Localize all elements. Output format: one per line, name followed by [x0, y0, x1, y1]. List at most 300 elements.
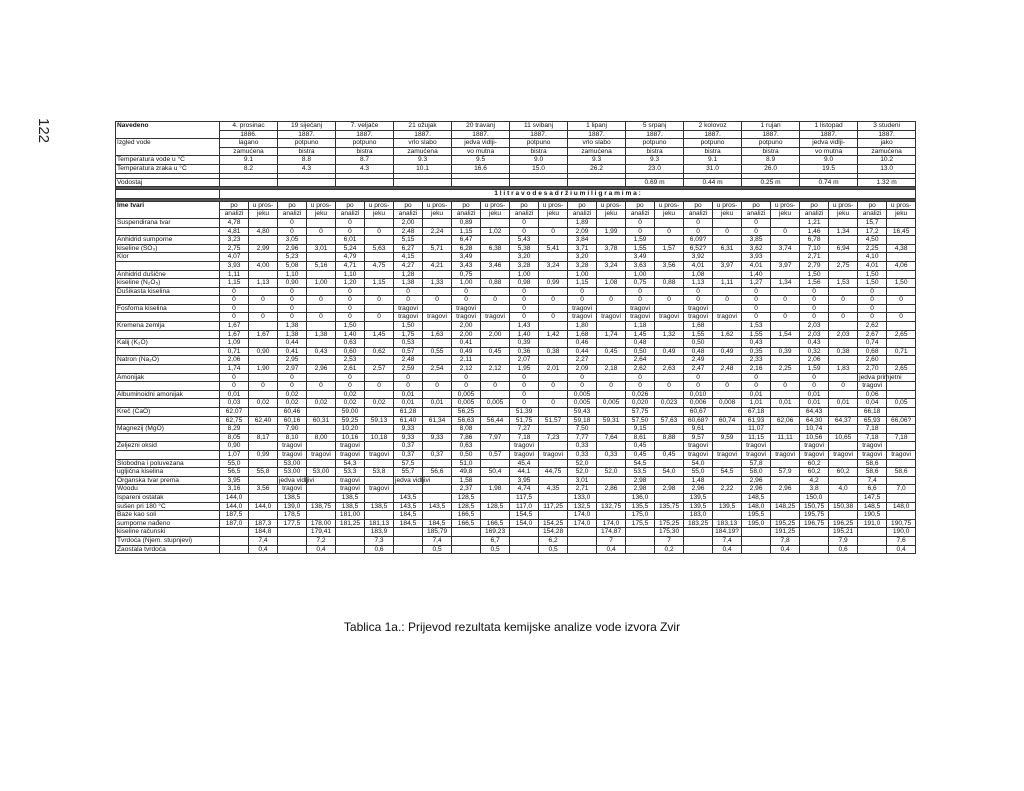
value-cell — [713, 425, 742, 434]
value-cell: 2,98 — [655, 485, 684, 494]
appearance-cell: jedva vidlji- — [800, 139, 858, 148]
value-cell — [887, 408, 916, 417]
value-cell: 0 — [278, 227, 307, 236]
substance-row — [116, 408, 916, 417]
sub-header-upros: u pros- — [655, 201, 684, 210]
sub-header-upros: u pros- — [713, 201, 742, 210]
value-cell: 7,18 — [858, 433, 887, 442]
value-cell: 0,39 — [771, 347, 800, 356]
value-cell: 53,3 — [336, 468, 365, 477]
value-cell: 54,0 — [684, 459, 713, 468]
water-temp-row-cell: 9.3 — [626, 156, 684, 165]
value-cell: 0,90 — [249, 347, 278, 356]
value-cell: 4,74 — [510, 485, 539, 494]
value-cell — [713, 390, 742, 399]
value-cell — [539, 253, 568, 262]
substance-row — [116, 347, 916, 356]
substance-row — [116, 390, 916, 399]
value-cell: 2,47 — [684, 365, 713, 374]
value-cell: 2,24 — [423, 227, 452, 236]
substance-row — [116, 287, 916, 296]
value-cell: 128,5 — [452, 493, 481, 502]
value-cell: 11,11 — [771, 433, 800, 442]
value-cell: 195,5 — [742, 511, 771, 520]
value-cell: 0,49 — [452, 347, 481, 356]
value-cell: 0 — [307, 382, 336, 391]
header-dates-cell: 21 ožujak — [394, 122, 452, 131]
substance-label — [116, 227, 220, 236]
value-cell — [771, 356, 800, 365]
value-cell — [713, 287, 742, 296]
value-cell — [655, 270, 684, 279]
water-temp-row-cell: 9.0 — [800, 156, 858, 165]
value-cell: 8,08 — [452, 425, 481, 434]
value-cell: 187,5 — [220, 511, 249, 520]
appearance-cell: jedva vidlji- — [452, 139, 510, 148]
value-cell — [481, 493, 510, 502]
value-cell: 1,59 — [800, 365, 829, 374]
value-cell: 138,5 — [336, 502, 365, 511]
value-cell — [307, 459, 336, 468]
value-cell: 147,5 — [858, 493, 887, 502]
value-cell: 0,01 — [771, 399, 800, 408]
substance-row — [116, 313, 916, 322]
value-cell — [829, 236, 858, 245]
value-cell — [365, 322, 394, 331]
value-cell: 128,5 — [481, 502, 510, 511]
value-cell: 166,5 — [452, 511, 481, 520]
sub-header-po: po — [336, 201, 365, 210]
value-cell: 4,80 — [249, 227, 278, 236]
value-cell: 2,60 — [858, 356, 887, 365]
value-cell: 0 — [568, 373, 597, 382]
value-cell — [829, 304, 858, 313]
value-cell: 1,09 — [220, 339, 249, 348]
value-cell: 5,41 — [539, 244, 568, 253]
value-cell: 0,99 — [539, 279, 568, 288]
value-cell: 0 — [800, 287, 829, 296]
value-cell: 56,6 — [423, 468, 452, 477]
value-cell: 0 — [278, 304, 307, 313]
value-cell: 0,02 — [278, 390, 307, 399]
value-cell — [423, 373, 452, 382]
value-cell: 10,16 — [336, 433, 365, 442]
value-cell — [423, 287, 452, 296]
water-level-row-cell: 0.74 m — [800, 178, 858, 187]
value-cell: 53,5 — [626, 468, 655, 477]
value-cell — [713, 511, 742, 520]
value-cell: 4,81 — [220, 227, 249, 236]
value-cell: 4,78 — [220, 218, 249, 227]
value-cell — [423, 304, 452, 313]
value-cell: 7,77 — [568, 433, 597, 442]
air-temp-row-cell: 4.3 — [336, 164, 394, 173]
value-cell: 1,01 — [742, 399, 771, 408]
value-cell: jedva primjetni — [859, 373, 902, 381]
value-cell: 44,75 — [539, 468, 568, 477]
substance-row — [116, 399, 916, 408]
value-cell: 1,50 — [887, 279, 916, 288]
header-dates-cell: 1887. — [452, 130, 510, 139]
value-cell: 7,3 — [365, 536, 394, 545]
value-cell: 45,4 — [510, 459, 539, 468]
value-cell: 1,59 — [626, 236, 655, 245]
value-cell: 1,33 — [423, 279, 452, 288]
value-cell: 4,35 — [539, 485, 568, 494]
value-cell: 133,0 — [568, 493, 597, 502]
value-cell — [568, 536, 597, 545]
value-cell — [249, 322, 278, 331]
value-cell: tragovi — [626, 313, 655, 322]
value-cell — [626, 545, 655, 554]
value-cell: 4,2 — [800, 476, 829, 485]
value-cell: 0 — [655, 227, 684, 236]
value-cell — [829, 408, 858, 417]
value-cell: 0,008 — [713, 399, 742, 408]
value-cell: 3,92 — [684, 253, 713, 262]
value-cell — [249, 476, 278, 485]
value-cell: 1,46 — [800, 227, 829, 236]
value-cell — [684, 528, 713, 537]
value-cell: 0 — [858, 313, 887, 322]
value-cell: 7,4 — [249, 536, 278, 545]
value-cell: 1,00 — [510, 270, 539, 279]
value-cell: 0 — [771, 313, 800, 322]
value-cell: 1,74 — [220, 365, 249, 374]
value-cell: 0,33 — [597, 450, 626, 459]
value-cell: 55,8 — [249, 468, 278, 477]
value-cell — [829, 339, 858, 348]
value-cell: 0,01 — [800, 390, 829, 399]
value-cell: 0 — [365, 227, 394, 236]
substance-label: Natron (Na₂O) — [116, 356, 220, 365]
substance-label: Slobodna i poluvezana — [116, 459, 220, 468]
value-cell: 0,50 — [684, 339, 713, 348]
value-cell — [481, 322, 510, 331]
value-cell: 0 — [278, 382, 307, 391]
value-cell: 10,74 — [800, 425, 829, 434]
substance-row — [116, 433, 916, 442]
value-cell: 0 — [858, 296, 887, 305]
substance-row — [116, 356, 916, 365]
value-cell: 7,4 — [858, 476, 887, 485]
value-cell: 1,67 — [249, 330, 278, 339]
value-cell: 0 — [539, 399, 568, 408]
value-cell: 62,06 — [771, 416, 800, 425]
substance-label: kiseline (SO₃) — [116, 244, 220, 253]
value-cell: tragovi — [452, 304, 481, 313]
value-cell — [278, 545, 307, 554]
value-cell: 56,63 — [452, 416, 481, 425]
value-cell: 3,46 — [481, 261, 510, 270]
value-cell: 4,15 — [394, 253, 423, 262]
water-level-row-cell: 1.32 m — [858, 178, 916, 187]
value-cell: 150,0 — [800, 493, 829, 502]
value-cell: 2,98 — [626, 485, 655, 494]
value-cell: tragovi — [278, 450, 307, 459]
value-cell: 1,00 — [307, 279, 336, 288]
value-cell: 0,53 — [394, 339, 423, 348]
value-cell: tragovi — [713, 450, 742, 459]
value-cell — [800, 536, 829, 545]
value-cell: 138,75 — [307, 502, 336, 511]
value-cell: 143,5 — [394, 502, 423, 511]
value-cell: 2,48 — [713, 365, 742, 374]
value-cell — [365, 304, 394, 313]
sub-header-jeku: jeku — [423, 210, 452, 219]
value-cell — [829, 511, 858, 520]
value-cell: tragovi — [568, 304, 597, 313]
residual-hardness-row — [116, 545, 916, 554]
sub-header-analizi: analizi — [452, 210, 481, 219]
value-cell: 1,10 — [336, 270, 365, 279]
substance-label — [116, 365, 220, 374]
value-cell: 6,01 — [336, 236, 365, 245]
value-cell — [394, 528, 423, 537]
value-cell: 2,75 — [829, 261, 858, 270]
value-cell — [365, 270, 394, 279]
value-cell — [249, 270, 278, 279]
section-title-empty — [116, 190, 220, 199]
value-cell — [858, 545, 887, 554]
value-cell: 55,7 — [394, 468, 423, 477]
value-cell: tragovi — [800, 450, 829, 459]
value-cell: 178,00 — [307, 519, 336, 528]
value-cell: 58,6 — [858, 459, 887, 468]
value-cell: 60,2 — [800, 459, 829, 468]
value-cell — [887, 442, 916, 451]
value-cell: 3,49 — [626, 253, 655, 262]
value-cell: 0,88 — [481, 279, 510, 288]
value-cell: 9,15 — [626, 425, 655, 434]
value-cell — [597, 304, 626, 313]
value-cell: 0 — [539, 382, 568, 391]
value-cell — [307, 373, 336, 382]
value-cell — [452, 545, 481, 554]
value-cell: 0,32 — [800, 347, 829, 356]
sub-header-po: po — [278, 201, 307, 210]
value-cell: 4,10 — [858, 253, 887, 262]
value-cell: 0 — [510, 390, 539, 399]
value-cell: 0 — [887, 296, 916, 305]
appearance-cell: zamućena — [394, 147, 452, 156]
value-cell: 60,46 — [278, 408, 307, 417]
water-temp-row-cell: 8.9 — [742, 156, 800, 165]
value-cell: 2,54 — [423, 365, 452, 374]
value-cell: 3,63 — [626, 261, 655, 270]
value-cell: 174,0 — [568, 511, 597, 520]
substance-label — [116, 330, 220, 339]
value-cell: 0 — [800, 304, 829, 313]
value-cell: 1,10 — [278, 270, 307, 279]
value-cell: 5,08 — [278, 261, 307, 270]
value-cell — [365, 356, 394, 365]
value-cell: 135,75 — [655, 502, 684, 511]
value-cell: 2,22 — [713, 485, 742, 494]
value-cell: 0,5 — [481, 545, 510, 554]
value-cell: 0,4 — [249, 545, 278, 554]
value-cell — [713, 322, 742, 331]
substances-header — [116, 201, 916, 210]
header-dates — [116, 122, 916, 131]
value-cell — [423, 270, 452, 279]
value-cell — [423, 236, 452, 245]
value-cell — [713, 218, 742, 227]
value-cell: 174,0 — [568, 519, 597, 528]
value-cell: 1,15 — [452, 227, 481, 236]
value-cell: 5,63 — [365, 244, 394, 253]
appearance-cell: potpuno — [336, 139, 394, 148]
appearance — [116, 139, 916, 148]
sub-header-analizi: analizi — [220, 210, 249, 219]
value-cell: 0,5 — [539, 545, 568, 554]
value-cell: 0,005 — [568, 399, 597, 408]
value-cell: 51,0 — [452, 459, 481, 468]
value-cell: 2,12 — [452, 365, 481, 374]
value-cell: tragovi — [742, 450, 771, 459]
value-cell: 1,63 — [423, 330, 452, 339]
value-cell: 178,5 — [278, 511, 307, 520]
value-cell: 0,026 — [626, 390, 655, 399]
value-cell — [307, 408, 336, 417]
value-cell: 0,90 — [278, 279, 307, 288]
value-cell: 0 — [307, 227, 336, 236]
value-cell — [858, 536, 887, 545]
value-cell: 66,18 — [858, 408, 887, 417]
value-cell: 0,37 — [423, 450, 452, 459]
water-temp-row-cell: 9.5 — [452, 156, 510, 165]
air-temp-row-label: Temperatura zraka u °C — [116, 164, 220, 173]
water-temp-row-cell: 8.7 — [336, 156, 394, 165]
value-cell — [481, 459, 510, 468]
value-cell: 0 — [829, 313, 858, 322]
sub-header-po: po — [394, 201, 423, 210]
value-cell: 9,33 — [423, 433, 452, 442]
value-cell: 6,7 — [481, 536, 510, 545]
value-cell: 15,7 — [858, 218, 887, 227]
value-cell — [626, 536, 655, 545]
value-cell: 0 — [481, 296, 510, 305]
value-cell: 11,15 — [742, 433, 771, 442]
value-cell: tragovi — [858, 442, 887, 451]
value-cell: 4,38 — [887, 244, 916, 253]
value-cell: 2,79 — [800, 261, 829, 270]
value-cell: 4,01 — [742, 261, 771, 270]
value-cell: 150,75 — [800, 502, 829, 511]
sub-header-jeku: jeku — [539, 210, 568, 219]
value-cell: 148,5 — [858, 502, 887, 511]
value-cell: 0 — [742, 382, 771, 391]
value-cell — [713, 476, 742, 485]
value-cell — [597, 339, 626, 348]
value-cell: 148,5 — [742, 493, 771, 502]
value-cell — [829, 425, 858, 434]
value-cell: 1,90 — [249, 365, 278, 374]
value-cell: 3,24 — [539, 261, 568, 270]
value-cell: 60,68? — [684, 416, 713, 425]
value-cell — [365, 425, 394, 434]
value-cell — [771, 408, 800, 417]
air-temp-row-cell: 13.0 — [858, 164, 916, 173]
value-cell — [771, 218, 800, 227]
value-cell: 0,01 — [394, 390, 423, 399]
value-cell: 0,37 — [394, 450, 423, 459]
value-cell — [887, 390, 916, 399]
value-cell: 1,42 — [539, 330, 568, 339]
value-cell — [713, 339, 742, 348]
value-cell: 2,61 — [336, 365, 365, 374]
substance-label — [116, 296, 220, 305]
value-cell: 3,78 — [597, 244, 626, 253]
value-cell — [249, 339, 278, 348]
value-cell: 62,40 — [249, 416, 278, 425]
value-cell: 0 — [394, 373, 423, 382]
value-cell: 1,50 — [858, 270, 887, 279]
value-cell: 1,28 — [394, 270, 423, 279]
appearance-cell: potpuno — [684, 139, 742, 148]
value-cell — [307, 493, 336, 502]
value-cell: 54,0 — [655, 468, 684, 477]
value-cell — [742, 528, 771, 537]
value-cell: 4,01 — [858, 261, 887, 270]
substance-label — [116, 347, 220, 356]
value-cell — [365, 236, 394, 245]
value-cell — [539, 236, 568, 245]
value-cell: 1,55 — [684, 330, 713, 339]
header-dates-cell: 11 svibanj — [510, 122, 568, 131]
sub-header-jeku: jeku — [365, 210, 394, 219]
sub-header-analizi: analizi — [394, 210, 423, 219]
value-cell — [655, 236, 684, 245]
value-cell: tragovi — [394, 313, 423, 322]
value-cell: 4,50 — [858, 236, 887, 245]
value-cell: 67,18 — [742, 408, 771, 417]
value-cell: 7,23 — [539, 433, 568, 442]
value-cell: 1,38 — [307, 330, 336, 339]
value-cell: 1,40 — [510, 330, 539, 339]
value-cell — [423, 511, 452, 520]
value-cell: 60,2 — [829, 468, 858, 477]
value-cell: 2,95 — [278, 356, 307, 365]
substance-label: Željezni oksid — [116, 442, 220, 451]
substance-row — [116, 279, 916, 288]
substances-header — [116, 210, 916, 219]
value-cell — [249, 373, 278, 382]
value-cell: 4,21 — [423, 261, 452, 270]
value-cell: 51,39 — [510, 408, 539, 417]
sub-header-jeku: jeku — [655, 210, 684, 219]
substance-row — [116, 296, 916, 305]
value-cell: 0 — [423, 296, 452, 305]
value-cell: 190,0 — [887, 528, 916, 537]
value-cell: 0 — [539, 313, 568, 322]
value-cell: 0 — [800, 373, 829, 382]
value-cell — [771, 304, 800, 313]
value-cell: 61,34 — [423, 416, 452, 425]
value-cell: 1,53 — [742, 322, 771, 331]
value-cell: 0 — [626, 382, 655, 391]
value-cell: 0,46 — [568, 339, 597, 348]
value-cell: 3,95 — [220, 476, 249, 485]
value-cell — [539, 287, 568, 296]
value-cell: 0 — [742, 287, 771, 296]
substance-label: Kreč (CaO) — [116, 408, 220, 417]
value-cell: 174,0 — [597, 519, 626, 528]
value-cell: 0 — [220, 313, 249, 322]
value-cell: 7,18 — [858, 425, 887, 434]
value-cell: 0,45 — [597, 347, 626, 356]
value-cell: 4,06 — [887, 261, 916, 270]
